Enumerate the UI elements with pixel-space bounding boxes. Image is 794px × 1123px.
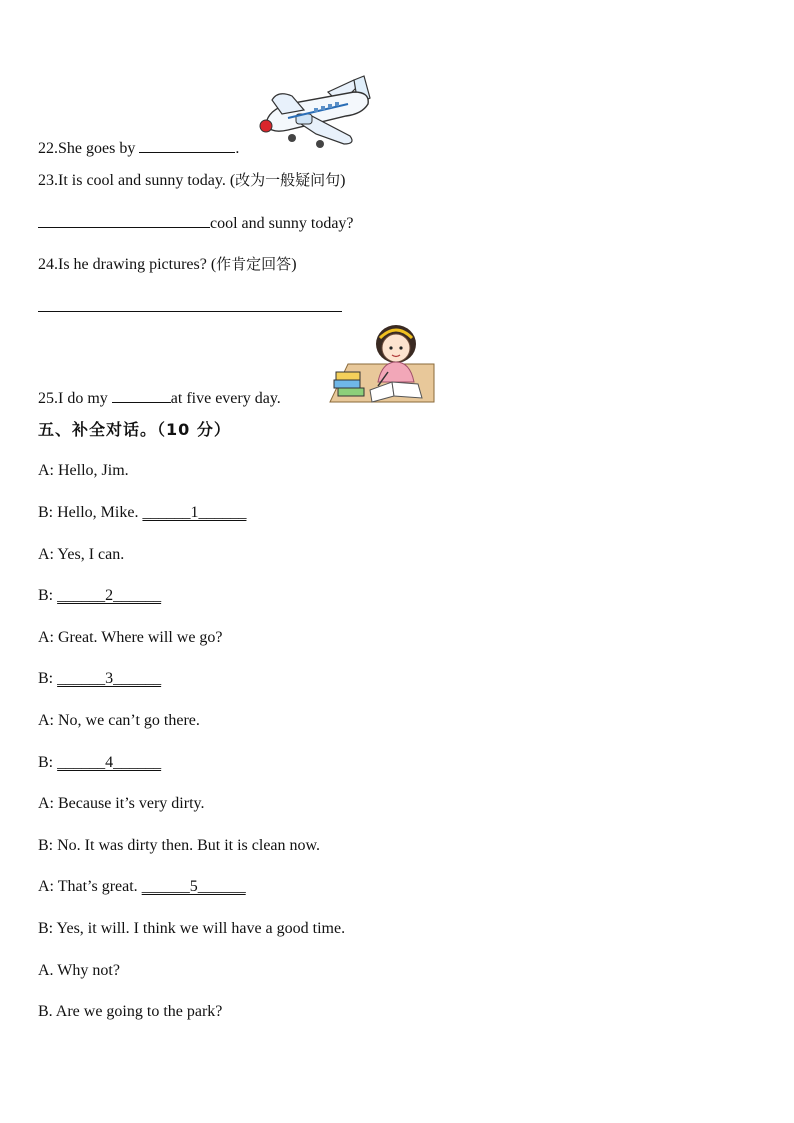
dialogue-line (38, 711, 200, 731)
dialogue-line (38, 919, 345, 939)
option-item (38, 1002, 222, 1022)
answer-blank[interactable] (38, 212, 210, 228)
question-24 (38, 254, 297, 275)
dialogue-line (38, 503, 246, 523)
instruction-note: 作肯定回答 (216, 255, 292, 273)
airplane-icon (258, 74, 376, 154)
answer-line-24 (38, 296, 342, 318)
dialogue-text: B: No. It was dirty then. But it is clean now. (38, 837, 321, 854)
dialogue-blank-3[interactable]: ______3______ (57, 670, 162, 687)
instruction-note: 改为一般疑问句 (235, 171, 341, 189)
dialogue-text: A: That’s great. (38, 878, 142, 895)
section-heading: 五、补全对话。（10 分） (38, 420, 231, 439)
dialogue-text: A: Because it’s very dirty. (38, 795, 205, 812)
answer-blank[interactable] (38, 296, 342, 312)
question-23 (38, 170, 346, 191)
dialogue-blank-5[interactable]: ______5______ (141, 878, 246, 895)
question-text: ) (291, 256, 297, 273)
dialogue-text: A: Great. Where will we go? (38, 629, 223, 646)
dialogue-text: B: (38, 587, 58, 604)
dialogue-text: B: (38, 670, 58, 687)
question-number: 24. (38, 256, 58, 273)
question-number: 25. (38, 390, 58, 407)
girl-doing-homework-icon (326, 324, 436, 404)
dialogue-text: B: Yes, it will. I think we will have a good time. (38, 920, 346, 937)
dialogue-blank-4[interactable]: ______4______ (57, 754, 162, 771)
question-25 (38, 387, 281, 409)
dialogue-text: A: No, we can’t go there. (38, 712, 200, 729)
dialogue-line (38, 794, 204, 814)
question-number: 22. (38, 140, 58, 157)
option-text: A. Why not? (38, 962, 120, 979)
dialogue-line (38, 628, 223, 648)
question-text: Is he drawing pictures? ( (58, 256, 217, 273)
dialogue-text: B: Hello, Mike. (38, 504, 143, 521)
dialogue-line (38, 586, 161, 606)
dialogue-line (38, 545, 124, 565)
dialogue-text: A: Yes, I can. (38, 546, 125, 563)
option-text: B. Are we going to the park? (38, 1003, 223, 1020)
answer-suffix: cool and sunny today? (210, 215, 354, 232)
question-text: She goes by (58, 140, 140, 157)
answer-line-23 (38, 212, 354, 234)
dialogue-line (38, 669, 161, 689)
question-text: ) (340, 172, 346, 189)
question-number: 23. (38, 172, 58, 189)
question-text: I do my (58, 390, 112, 407)
dialogue-text: A: Hello, Jim. (38, 462, 129, 479)
dialogue-blank-2[interactable]: ______2______ (57, 587, 162, 604)
dialogue-text: B: (38, 754, 58, 771)
answer-blank[interactable] (112, 387, 171, 403)
question-text: . (235, 140, 240, 157)
dialogue-line (38, 836, 320, 856)
question-text: at five every day. (170, 390, 281, 407)
option-item (38, 961, 120, 981)
dialogue-blank-1[interactable]: ______1______ (142, 504, 247, 521)
question-22 (38, 137, 239, 159)
dialogue-line (38, 877, 246, 897)
question-text: It is cool and sunny today. ( (58, 172, 236, 189)
dialogue-line (38, 753, 161, 773)
dialogue-line (38, 461, 129, 481)
answer-blank[interactable] (139, 137, 235, 153)
